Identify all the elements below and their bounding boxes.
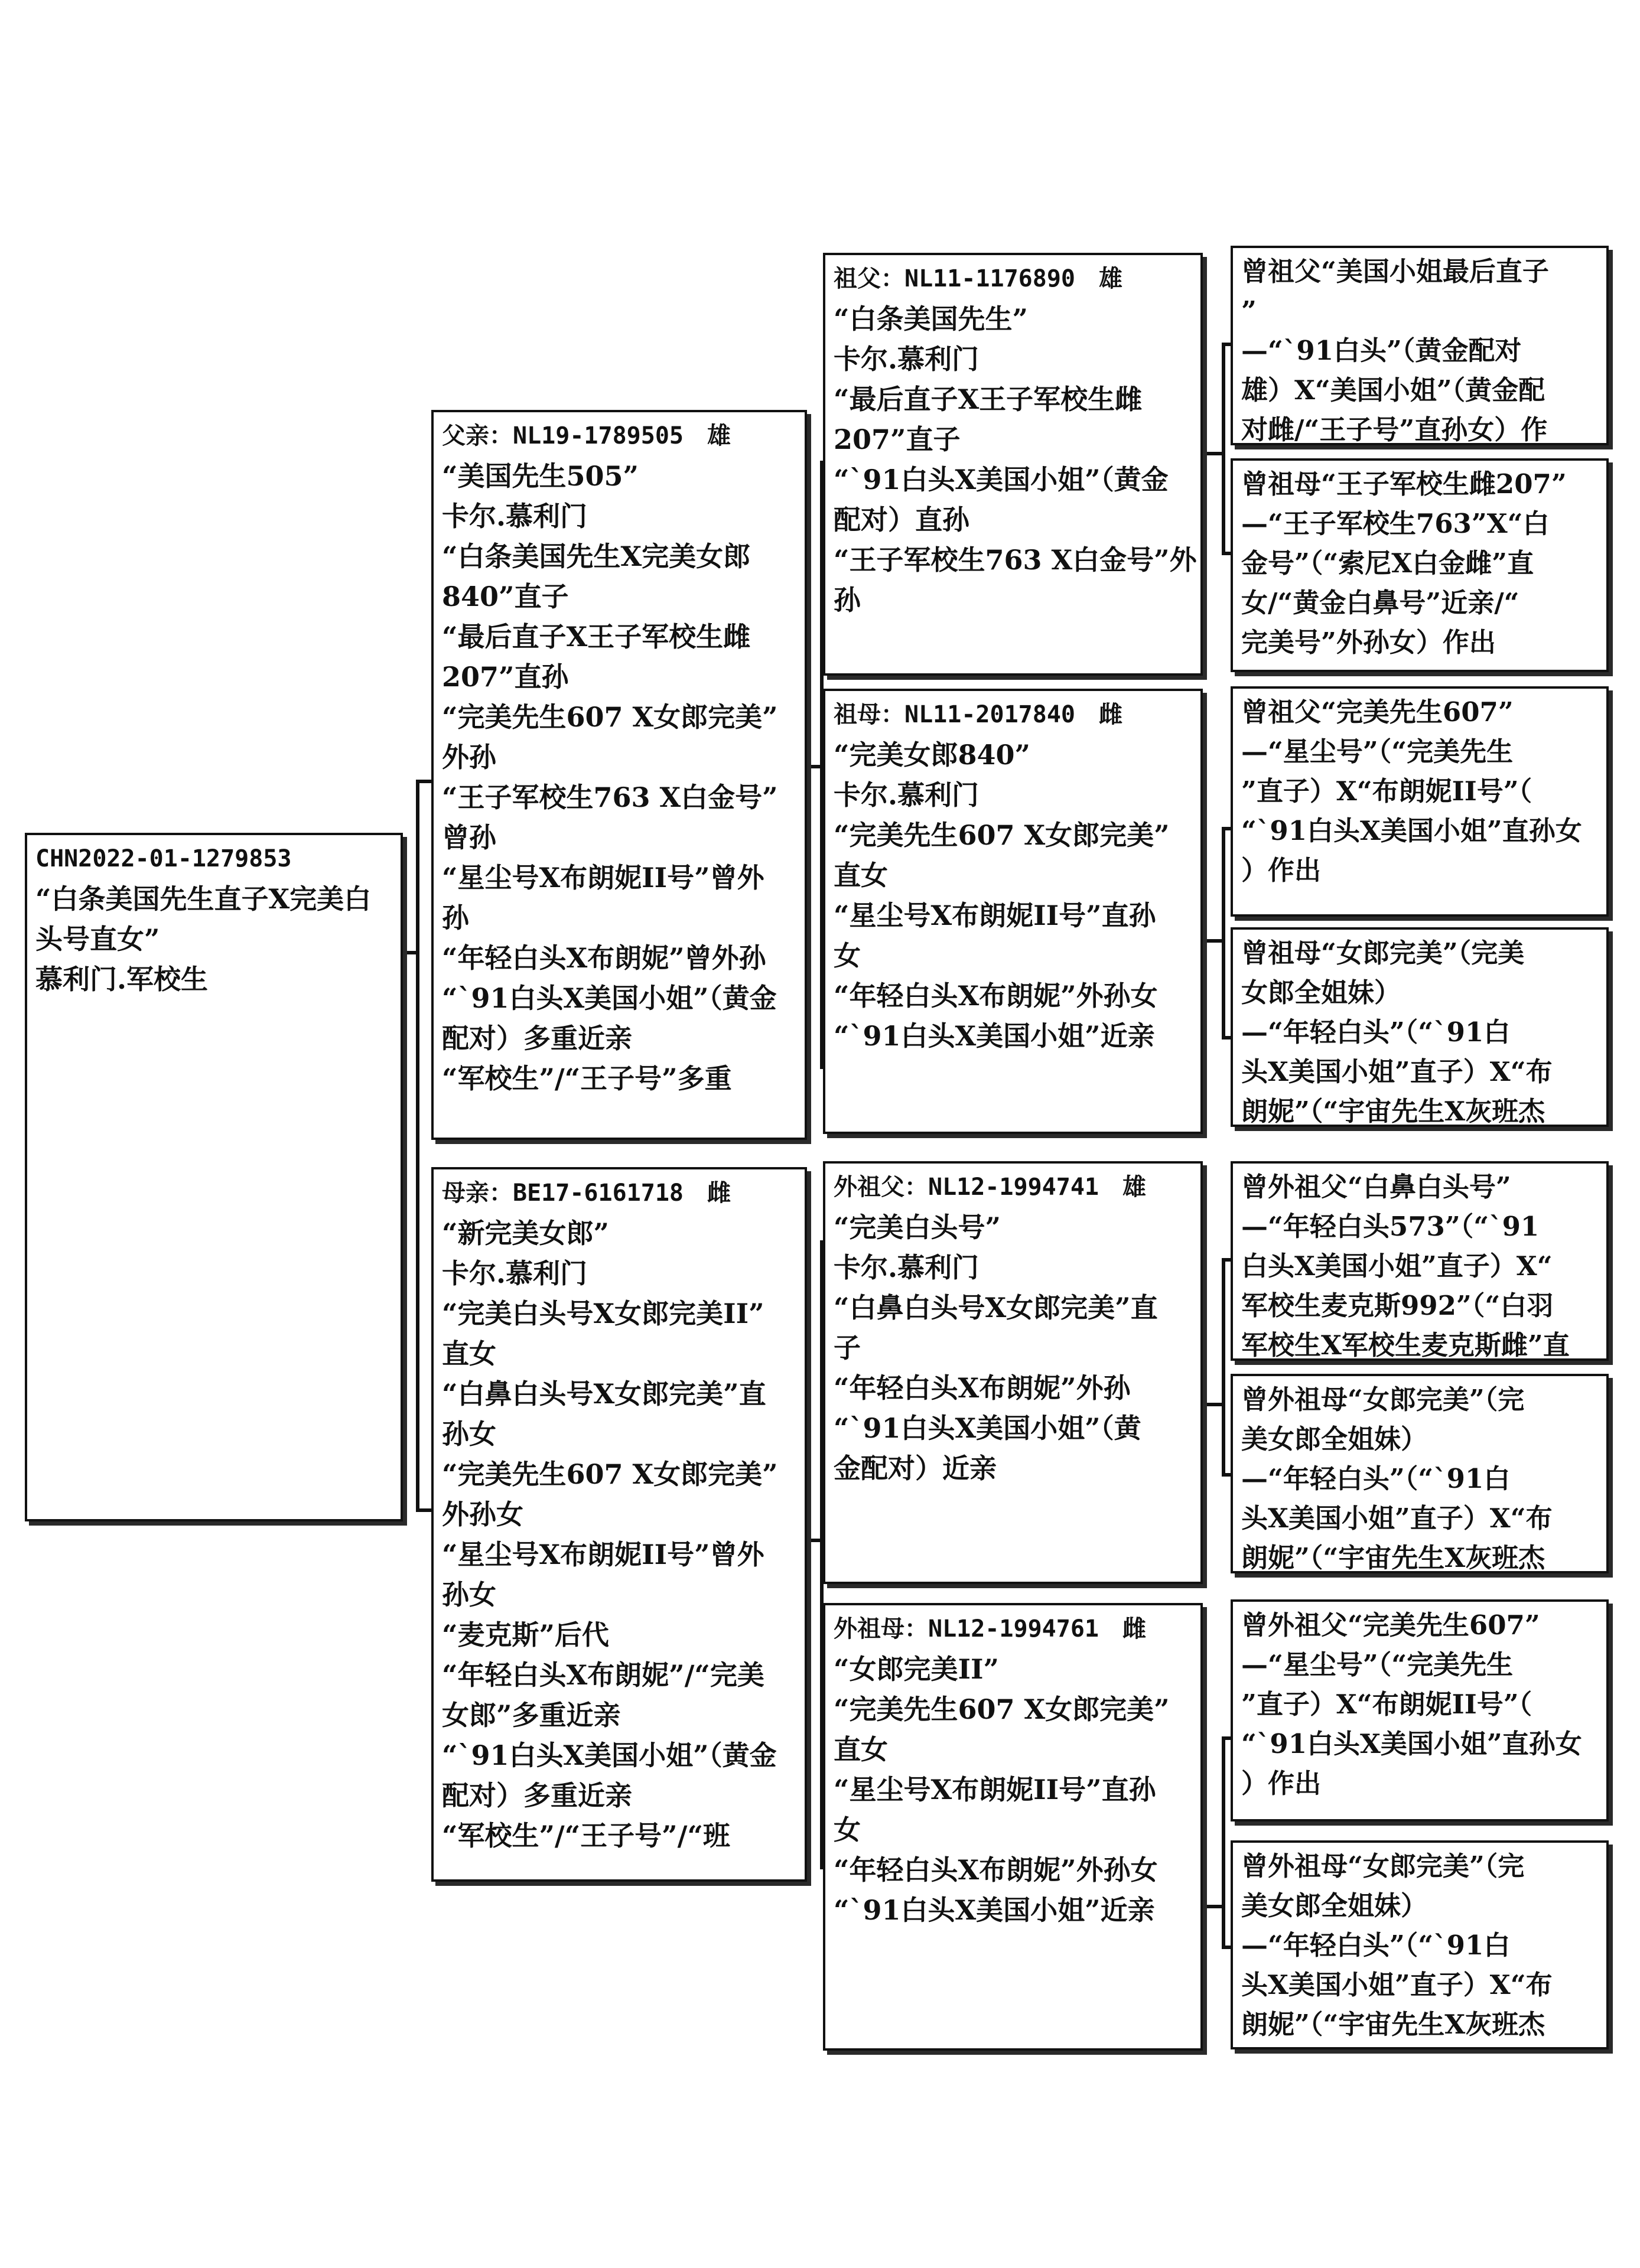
mother-header: 母亲：BE17-6161718 雌 [442, 1179, 731, 1207]
mother-line: “`91白头X美国小姐”（黄金 [442, 1739, 777, 1771]
connector-gg56-vertical [1222, 1258, 1225, 1477]
great-grandparent-line: 头X美国小姐”直子）X“布 [1241, 1969, 1553, 2000]
father-line: “年轻白头X布朗妮”曾外孙 [442, 942, 766, 974]
mat-grandmother-line: “女郎完美II” [834, 1653, 999, 1685]
pat-grandmother-header: 祖母：NL11-2017840 雌 [834, 701, 1122, 728]
pat-grandfather-line: “`91白头X美国小姐”（黄金 [834, 464, 1169, 496]
connector-parents-vertical [416, 780, 419, 1512]
great-grandparent-line: 雄）X“美国小姐”（黄金配 [1241, 374, 1545, 406]
great-grandparent-line: 军校生麦克斯992”（“白羽 [1241, 1290, 1554, 1321]
connector-gg34-vertical [1222, 827, 1225, 1040]
mother-box [431, 1167, 807, 1882]
mother-line: “星尘号X布朗妮II号”曾外 [442, 1539, 764, 1570]
great-grandparent-line: —“年轻白头573”（“`91 [1241, 1211, 1540, 1242]
great-grandparent-line: 朗妮”（“宇宙先生X灰班杰 [1241, 1542, 1545, 1573]
great-grandmother-2-box [1231, 458, 1609, 672]
pat-grandfather-box [823, 253, 1203, 676]
great-grandparent-line: “`91白头X美国小姐”直孙女 [1241, 1728, 1582, 1759]
great-grandparent-line: 曾祖父“完美先生607” [1241, 696, 1514, 728]
mat-grandfather-line: 卡尔.慕利门 [834, 1252, 980, 1283]
mat-grandfather-line: “完美白头号” [834, 1211, 1001, 1243]
pat-grandmother-line: “完美女郎840” [834, 739, 1030, 771]
mat-grandfather-line: “`91白头X美国小姐”（黄 [834, 1412, 1141, 1444]
father-line: “白条美国先生X完美女郎 [442, 540, 751, 572]
great-grandparent-line: 头X美国小姐”直子）X“布 [1241, 1503, 1553, 1534]
pat-grandmother-box [823, 689, 1203, 1134]
great-grandparent-line: 美女郎全姐妹） [1241, 1890, 1428, 1921]
mat-grandmother-line: “年轻白头X布朗妮”外孙女 [834, 1854, 1158, 1886]
great-grandparent-line: —“`91白头”（黄金配对 [1241, 335, 1522, 366]
mother-line: 配对）多重近亲 [442, 1780, 632, 1811]
mat-grandmother-line: “星尘号X布朗妮II号”直孙 [834, 1774, 1156, 1806]
mother-line: 直女 [442, 1338, 496, 1370]
great-grandparent-line: 女/“黄金白鼻号”近亲/“ [1241, 587, 1519, 618]
father-line: “美国先生505” [442, 460, 639, 492]
mother-line: “新完美女郎” [442, 1217, 609, 1249]
father-line: “完美先生607 X女郎完美” [442, 701, 778, 733]
subject-box [25, 833, 403, 1521]
great-grandmother-8-box [1231, 1840, 1609, 2049]
mat-grandmother-line: “`91白头X美国小姐”近亲 [834, 1894, 1155, 1926]
pat-grandmother-line: 卡尔.慕利门 [834, 779, 980, 811]
great-grandparent-line: 女郎全姐妹） [1241, 977, 1401, 1008]
great-grandparent-line: 曾外祖父“白鼻白头号” [1241, 1171, 1511, 1203]
father-line: “王子军校生763 X白金号” [442, 781, 778, 813]
great-grandparent-line: 朗妮”（“宇宙先生X灰班杰 [1241, 2009, 1545, 2040]
father-line: 孙 [442, 902, 469, 934]
father-line: “军校生”/“王子号”多重 [442, 1063, 732, 1094]
mother-line: “麦克斯”后代 [442, 1619, 609, 1651]
great-grandparent-line: 头X美国小姐”直子）X“布 [1241, 1056, 1553, 1087]
mother-line: “年轻白头X布朗妮”/“完美 [442, 1659, 764, 1691]
great-grandparent-line: ）作出 [1241, 1768, 1322, 1799]
great-grandmother-4-box [1231, 927, 1609, 1127]
mat-grandfather-box [823, 1161, 1203, 1584]
great-grandparent-line: —“王子军校生763”X“白 [1241, 508, 1550, 539]
mat-grandmother-line: 女 [834, 1814, 861, 1846]
mat-grandfather-header: 外祖父：NL12-1994741 雄 [834, 1174, 1146, 1201]
father-line: 卡尔.慕利门 [442, 500, 588, 532]
great-grandparent-line: —“年轻白头”（“`91白 [1241, 1016, 1511, 1048]
mother-line: “军校生”/“王子号”/“班 [442, 1820, 730, 1852]
pat-grandfather-line: 孙 [834, 584, 861, 616]
pat-grandmother-line: 直女 [834, 859, 888, 891]
mat-grandfather-line: “白鼻白头号X女郎完美”直 [834, 1292, 1158, 1324]
mother-line: “白鼻白头号X女郎完美”直 [442, 1378, 766, 1410]
mat-grandmother-box [823, 1603, 1203, 2051]
great-grandparent-line: —“年轻白头”（“`91白 [1241, 1463, 1511, 1494]
pat-grandfather-line: 207”直子 [834, 423, 961, 455]
great-grandparent-line: ）作出 [1241, 855, 1322, 886]
subject-line: 头号直女” [35, 923, 160, 955]
mother-line: 卡尔.慕利门 [442, 1257, 588, 1289]
great-grandparent-line: 完美号”外孙女）作出 [1241, 627, 1496, 658]
great-grandfather-1-box [1231, 246, 1609, 445]
great-grandparent-line: 曾外祖母“女郎完美”（完 [1241, 1850, 1525, 1882]
mat-grandfather-line: 金配对）近亲 [834, 1452, 997, 1484]
pat-grandfather-line: “王子军校生763 X白金号”外 [834, 544, 1197, 576]
connector-gg78-vertical [1222, 1736, 1225, 1949]
great-grandparent-line: 白头X美国小姐”直子）X“ [1241, 1250, 1553, 1282]
great-grandfather-7-box [1231, 1599, 1609, 1821]
connector-gg12-vertical [1222, 343, 1225, 555]
great-grandparent-line: 对雌/“王子号”直孙女）作 [1241, 414, 1548, 445]
great-grandparent-line: 朗妮”（“宇宙先生X灰班杰 [1241, 1096, 1545, 1127]
great-grandfather-5-box [1231, 1161, 1609, 1361]
subject-ring-number: CHN2022-01-1279853 [35, 845, 292, 872]
mother-line: 女郎”多重近亲 [442, 1699, 621, 1731]
pat-grandfather-header: 祖父：NL11-1176890 雄 [834, 265, 1122, 292]
great-grandparent-line: ”直子）X“布朗妮II号”（ [1241, 775, 1532, 807]
mother-line: “完美先生607 X女郎完美” [442, 1458, 778, 1490]
father-line: 配对）多重近亲 [442, 1022, 632, 1054]
pat-grandfather-line: 卡尔.慕利门 [834, 343, 980, 375]
pat-grandfather-line: “白条美国先生” [834, 303, 1028, 335]
great-grandparent-line: —“年轻白头”（“`91白 [1241, 1930, 1511, 1961]
great-grandparent-line: 曾祖母“女郎完美”（完美 [1241, 937, 1525, 969]
mother-line: 外孙女 [442, 1498, 523, 1530]
mat-grandmother-header: 外祖母：NL12-1994761 雌 [834, 1615, 1146, 1643]
mat-grandmother-line: 直女 [834, 1733, 888, 1765]
great-grandparent-line: 曾外祖母“女郎完美”（完 [1241, 1384, 1525, 1415]
pat-grandmother-line: 女 [834, 940, 861, 972]
subject-line: “白条美国先生直子X完美白 [35, 883, 372, 915]
great-grandparent-line: 金号”（“索尼X白金雌”直 [1241, 548, 1534, 579]
father-line: 外孙 [442, 741, 496, 773]
pat-grandmother-line: “星尘号X布朗妮II号”直孙 [834, 900, 1156, 931]
mat-grandmother-line: “完美先生607 X女郎完美” [834, 1693, 1170, 1725]
mother-line: “完美白头号X女郎完美II” [442, 1298, 764, 1329]
father-line: “星尘号X布朗妮II号”曾外 [442, 862, 764, 894]
great-grandparent-line: 军校生X军校生麦克斯雌”直 [1241, 1329, 1570, 1361]
great-grandfather-3-box [1231, 686, 1609, 917]
father-line: “`91白头X美国小姐”（黄金 [442, 982, 777, 1014]
mat-grandfather-line: “年轻白头X布朗妮”外孙 [834, 1372, 1131, 1404]
pat-grandmother-line: “年轻白头X布朗妮”外孙女 [834, 980, 1158, 1012]
great-grandparent-line: ” [1241, 295, 1257, 327]
father-line: “最后直子X王子军校生雌 [442, 621, 751, 653]
great-grandparent-line: ”直子）X“布朗妮II号”（ [1241, 1689, 1532, 1720]
great-grandparent-line: 美女郎全姐妹） [1241, 1423, 1428, 1455]
pat-grandfather-line: “最后直子X王子军校生雌 [834, 383, 1143, 415]
great-grandparent-line: 曾祖母“王子军校生雌207” [1241, 468, 1567, 500]
pat-grandmother-line: “完美先生607 X女郎完美” [834, 819, 1170, 851]
father-box [431, 410, 807, 1140]
mat-grandfather-line: 子 [834, 1332, 861, 1364]
pat-grandmother-line: “`91白头X美国小姐”近亲 [834, 1020, 1155, 1052]
father-line: 曾孙 [442, 822, 496, 853]
great-grandparent-line: —“星尘号”（“完美先生 [1241, 736, 1514, 767]
pat-grandfather-line: 配对）直孙 [834, 504, 969, 536]
great-grandmother-6-box [1231, 1374, 1609, 1573]
great-grandparent-line: “`91白头X美国小姐”直孙女 [1241, 815, 1582, 846]
father-line: 207”直孙 [442, 661, 569, 693]
mother-line: 孙女 [442, 1418, 496, 1450]
subject-line: 慕利门.军校生 [35, 963, 209, 995]
father-header: 父亲：NL19-1789505 雄 [442, 422, 731, 449]
great-grandparent-line: 曾祖父“美国小姐最后直子 [1241, 256, 1549, 287]
father-line: 840”直子 [442, 581, 569, 612]
great-grandparent-line: 曾外祖父“完美先生607” [1241, 1609, 1540, 1641]
great-grandparent-line: —“星尘号”（“完美先生 [1241, 1649, 1514, 1680]
mother-line: 孙女 [442, 1579, 496, 1611]
